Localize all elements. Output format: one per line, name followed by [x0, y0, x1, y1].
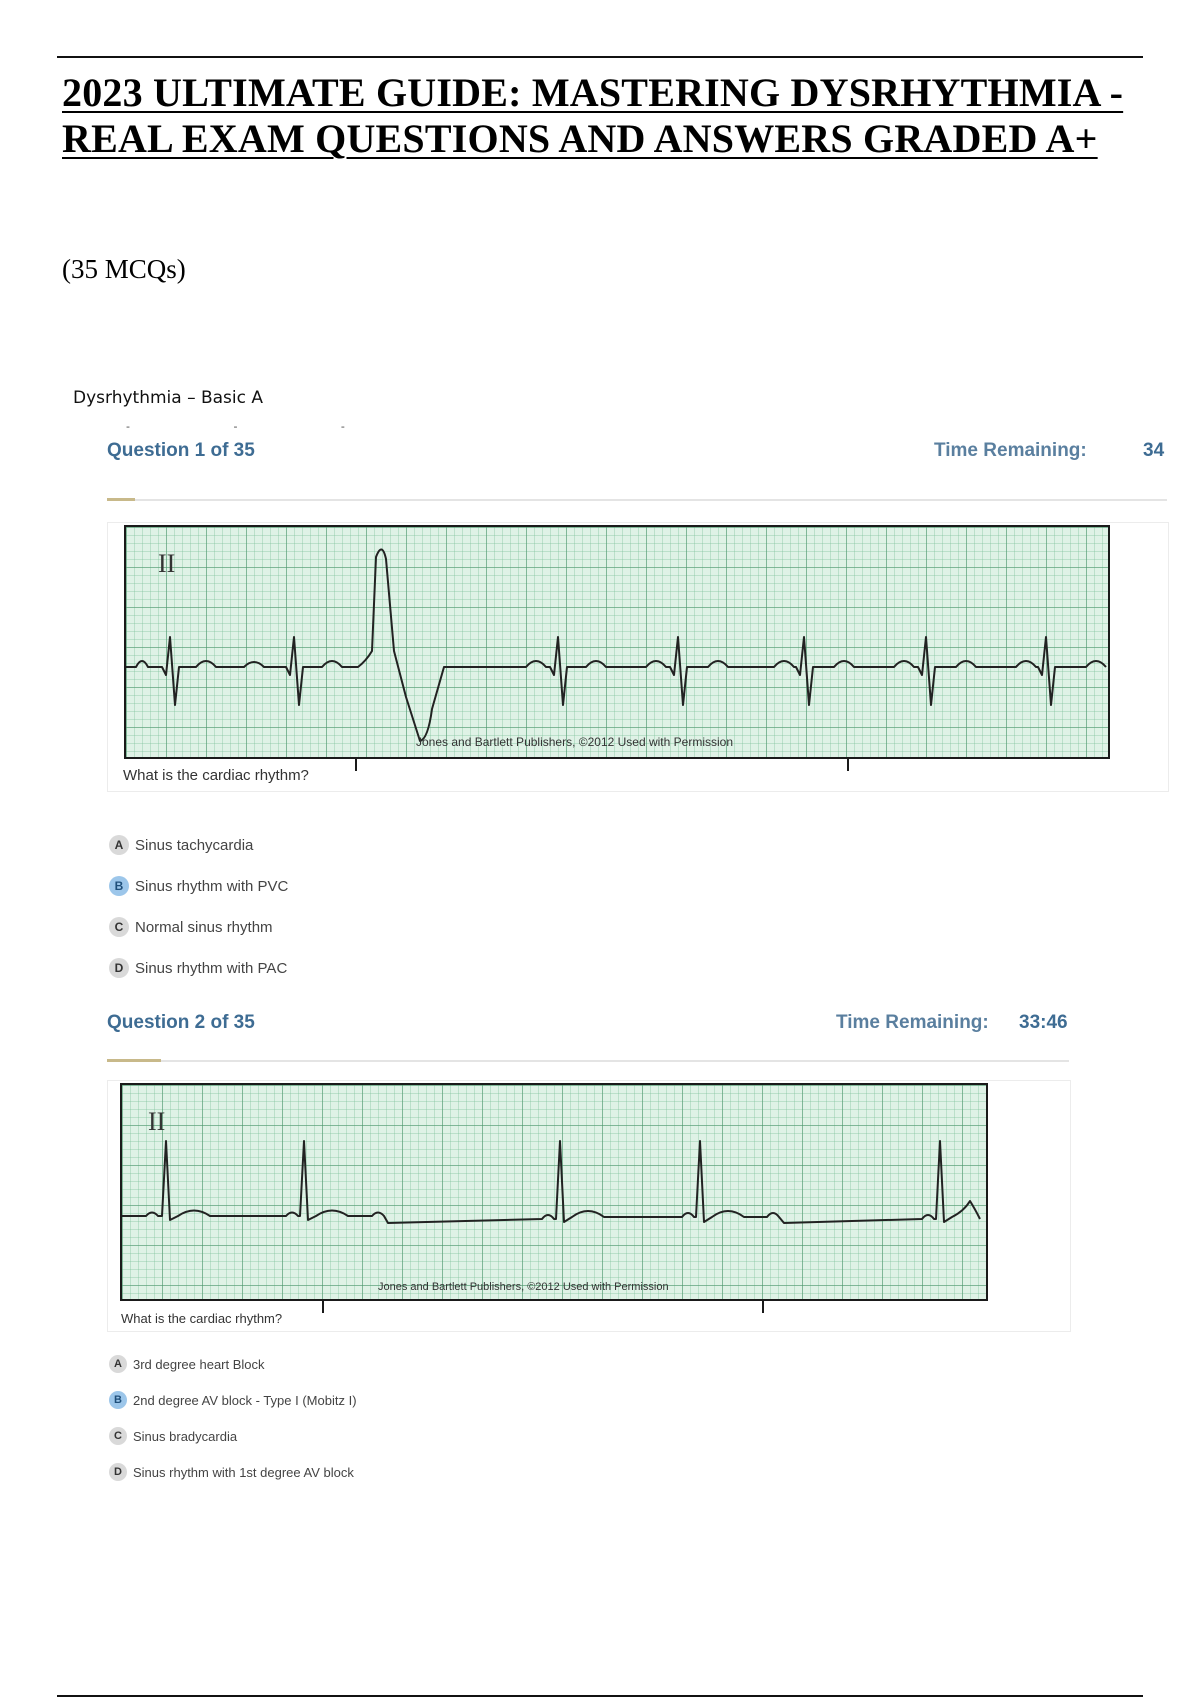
question-1-credit: Jones and Bartlett Publishers, ©2012 Used with Permission [416, 735, 733, 749]
question-1-option-c[interactable] [109, 917, 273, 937]
question-2-ecg-waveform [122, 1141, 980, 1223]
question-1-option-a-text: Sinus tachycardia [135, 836, 254, 854]
question-1-option-d-text: Sinus rhythm with PAC [135, 959, 288, 977]
question-1-option-b-text: Sinus rhythm with PVC [135, 877, 289, 895]
question-2-option-b-badge: B [109, 1391, 127, 1409]
question-2-header: Question 2 of 35 [107, 1012, 255, 1033]
document-title-line-2: REAL EXAM QUESTIONS AND ANSWERS GRADED A+ [62, 116, 1098, 161]
question-1-divider-accent [107, 498, 135, 501]
question-1-header: Question 1 of 35 [107, 440, 255, 461]
question-2-option-c-badge: C [109, 1427, 127, 1445]
question-2-option-a-badge: A [109, 1355, 127, 1373]
question-1-ecg-waveform [126, 549, 1106, 741]
question-1-time-label: Time Remaining: [934, 440, 1087, 461]
question-2-divider-accent [107, 1059, 161, 1062]
question-2-option-d-text: Sinus rhythm with 1st degree AV block [133, 1464, 354, 1480]
question-1-lead-label: II [158, 549, 176, 578]
question-2-time-value: 33:46 [1019, 1012, 1068, 1033]
question-1-strip-card [107, 522, 1169, 792]
question-1-prompt: What is the cardiac rhythm? [123, 767, 309, 784]
question-2-strip-card [107, 1080, 1071, 1332]
question-2-lead-label: II [148, 1107, 166, 1136]
question-2-ecg-strip [120, 1083, 988, 1305]
question-1-foot-tick-left [355, 757, 357, 771]
question-2-option-d-badge: D [109, 1463, 127, 1481]
question-1-option-c-text: Normal sinus rhythm [135, 918, 273, 936]
question-2-option-a[interactable] [109, 1355, 265, 1373]
question-2-ecg-trace [122, 1085, 986, 1303]
question-2-option-a-text: 3rd degree heart Block [133, 1356, 265, 1372]
question-2-option-b-text: 2nd degree AV block - Type I (Mobitz I) [133, 1392, 357, 1408]
question-1-block [107, 440, 1167, 980]
question-1-option-b[interactable] [109, 876, 288, 896]
document-title [62, 70, 1152, 162]
question-2-option-d[interactable] [109, 1463, 354, 1481]
question-2-option-c-text: Sinus bradycardia [133, 1428, 238, 1444]
question-2-credit: Jones and Bartlett Publishers, ©2012 Used with Permission [378, 1281, 669, 1293]
question-1-option-a-badge: A [109, 835, 129, 855]
question-2-block [107, 1012, 1069, 1492]
question-2-option-c[interactable] [109, 1427, 237, 1445]
bottom-rule [57, 1695, 1143, 1697]
question-1-divider [107, 499, 1167, 501]
question-1-foot-tick-right [847, 757, 849, 771]
question-2-foot-tick-right [762, 1299, 764, 1313]
question-1-ecg-strip [124, 525, 1110, 764]
question-1-option-c-badge: C [109, 917, 129, 937]
question-2-option-b[interactable] [109, 1391, 357, 1409]
mcq-count: (35 MCQs) [62, 254, 186, 284]
question-2-prompt: What is the cardiac rhythm? [121, 1311, 283, 1326]
question-2-time-label: Time Remaining: [836, 1012, 989, 1033]
top-rule [57, 56, 1143, 58]
question-1-time-value: 34 [1143, 440, 1165, 461]
question-2-foot-tick-left [322, 1299, 324, 1313]
question-1-option-a[interactable] [109, 835, 253, 855]
question-1-option-d[interactable] [109, 958, 287, 978]
question-2-divider [107, 1060, 1069, 1062]
question-1-option-b-badge: B [109, 876, 129, 896]
question-1-option-d-badge: D [109, 958, 129, 978]
section-ticks: - - - [126, 420, 395, 433]
section-label: Dysrhythmia – Basic A [73, 388, 264, 408]
document-title-line-1: 2023 ULTIMATE GUIDE: MASTERING DYSRHYTHMIA - [62, 70, 1124, 115]
question-1-ecg-trace [126, 527, 1108, 762]
